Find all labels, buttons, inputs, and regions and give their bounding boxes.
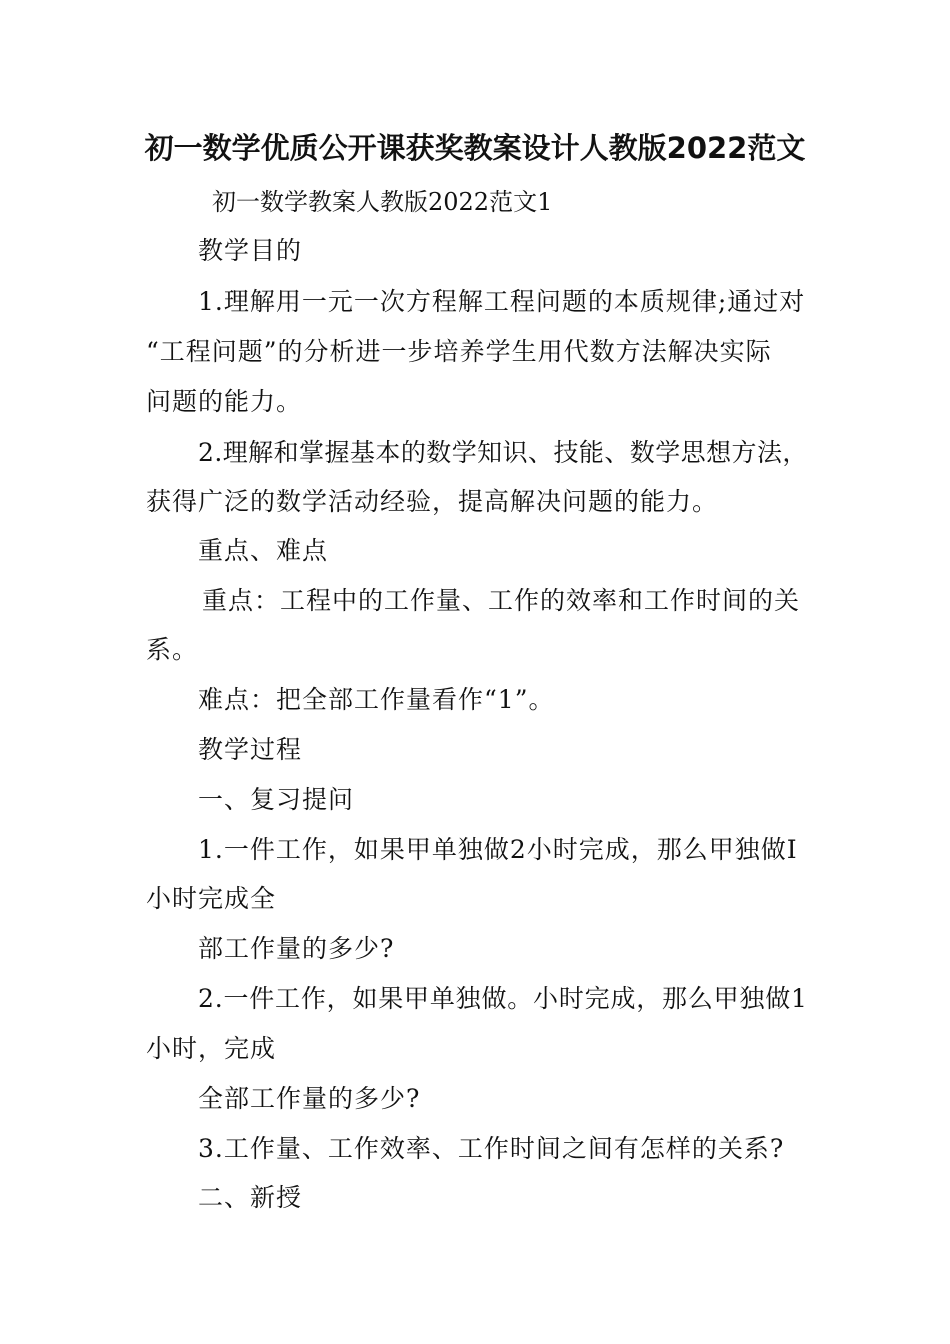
paragraph-line: 2.理解和掌握基本的数学知识、技能、数学思想方法， — [198, 438, 808, 467]
paragraph-line: 1.一件工作，如果甲单独做2小时完成，那么甲独做I — [198, 835, 798, 864]
paragraph-line: 系。 — [146, 635, 199, 664]
document-subtitle: 初一数学教案人教版2022范文1 — [212, 188, 553, 216]
paragraph-line: 3.工作量、工作效率、工作时间之间有怎样的关系? — [198, 1134, 785, 1163]
paragraph-line: 部工作量的多少? — [198, 934, 395, 963]
paragraph-line: 小时，完成 — [146, 1034, 277, 1063]
paragraph-line: 获得广泛的数学活动经验，提高解决问题的能力。 — [146, 487, 719, 516]
paragraph-line: 重点：工程中的工作量、工作的效率和工作时间的关 — [202, 586, 801, 615]
paragraph-line: 2.一件工作，如果甲单独做。小时完成，那么甲独做1 — [198, 984, 808, 1013]
section-heading-review: 一、复习提问 — [198, 785, 355, 814]
paragraph-line: 1.理解用一元一次方程解工程问题的本质规律;通过对 — [198, 287, 806, 316]
paragraph-line: 小时完成全 — [146, 884, 277, 913]
section-heading-process: 教学过程 — [198, 735, 303, 764]
document-title: 初一数学优质公开课获奖教案设计人教版2022范文 — [144, 131, 806, 165]
paragraph-line: 难点：把全部工作量看作“1”。 — [198, 685, 555, 714]
paragraph-line: 问题的能力。 — [146, 387, 303, 416]
paragraph-line: “工程问题”的分析进一步培养学生用代数方法解决实际 — [146, 337, 772, 366]
section-heading-key-points: 重点、难点 — [198, 536, 329, 565]
section-heading-objectives: 教学目的 — [198, 236, 303, 265]
paragraph-line: 全部工作量的多少? — [198, 1084, 421, 1113]
section-heading-new-lesson: 二、新授 — [198, 1183, 303, 1212]
